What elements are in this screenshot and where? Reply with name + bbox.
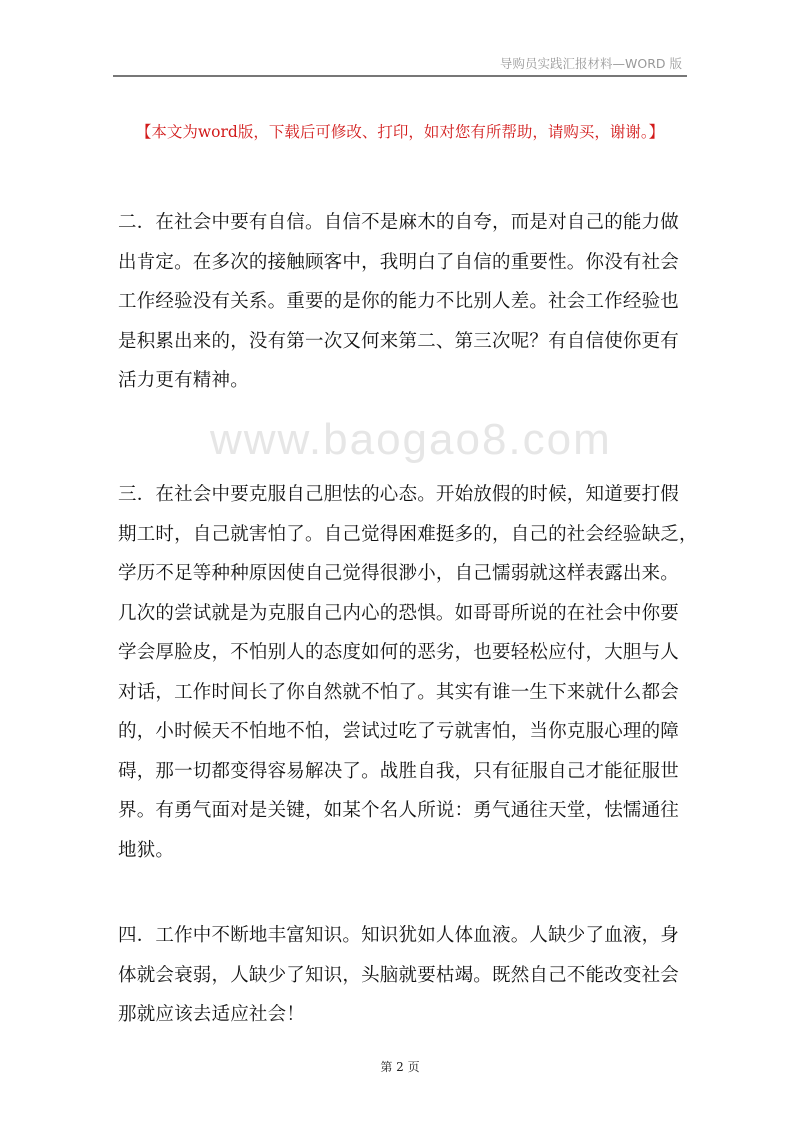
running-header: 导购员实践汇报材料—WORD 版 (500, 56, 682, 71)
text-line: 活力更有精神。 (118, 370, 249, 391)
watermark: www.baogao8.com (210, 415, 612, 464)
text-line: 二．在社会中要有自信。自信不是麻木的自夸，而是对自己的能力做 (118, 212, 680, 233)
text-line: 体就会衰弱，人缺少了知识，头脑就要枯竭。既然自己不能改变社会 (118, 964, 680, 986)
text-line: 四．工作中不断地丰富知识。知识犹如人体血液。人缺少了血液，身 (118, 925, 680, 946)
paragraph-4 (118, 916, 698, 1035)
text-line: 三．在社会中要克服自己胆怯的心态。开始放假的时候，知道要打假 (118, 484, 680, 505)
page-number: 第 2 页 (380, 1060, 420, 1074)
purchase-notice: 【本文为word版，下载后可修改、打印，如对您有所帮助，请购买，谢谢。】 (135, 123, 665, 141)
paragraph-2 (118, 203, 698, 401)
text-line: 地狱。 (118, 839, 175, 861)
text-line: 学会厚脸皮，不怕别人的态度如何的恶劣，也要轻松应付，大胆与人 (118, 642, 680, 663)
text-line: 是积累出来的，没有第一次又何来第二、第三次呢？有自信使你更有 (118, 330, 680, 352)
text-line: 对话，工作时间长了你自然就不怕了。其实有谁一生下来就什么都会 (118, 681, 680, 703)
text-line: 学历不足等种种原因使自己觉得很渺小，自己懦弱就这样表露出来。 (118, 563, 680, 584)
text-line: 碍，那一切都变得容易解决了。战胜自我，只有征服自己才能征服世 (118, 760, 680, 782)
text-line: 界。有勇气面对是关键，如某个名人所说：勇气通往天堂，怯懦通往 (118, 800, 680, 821)
paragraph-3 (118, 475, 698, 870)
text-line: 的，小时候天不怕地不怕，尝试过吃了亏就害怕，当你克服心理的障 (118, 721, 680, 742)
text-line: 期工时，自己就害怕了。自己觉得困难挺多的，自己的社会经验缺乏， (118, 523, 698, 545)
text-line: 出肯定。在多次的接触顾客中，我明白了自信的重要性。你没有社会 (118, 251, 680, 273)
text-line: 工作经验没有关系。重要的是你的能力不比别人差。社会工作经验也 (118, 291, 680, 312)
text-line: 那就应该去适应社会！ (118, 1004, 306, 1025)
header-rule (113, 75, 687, 77)
text-line: 几次的尝试就是为克服自己内心的恐惧。如哥哥所说的在社会中你要 (118, 602, 680, 624)
